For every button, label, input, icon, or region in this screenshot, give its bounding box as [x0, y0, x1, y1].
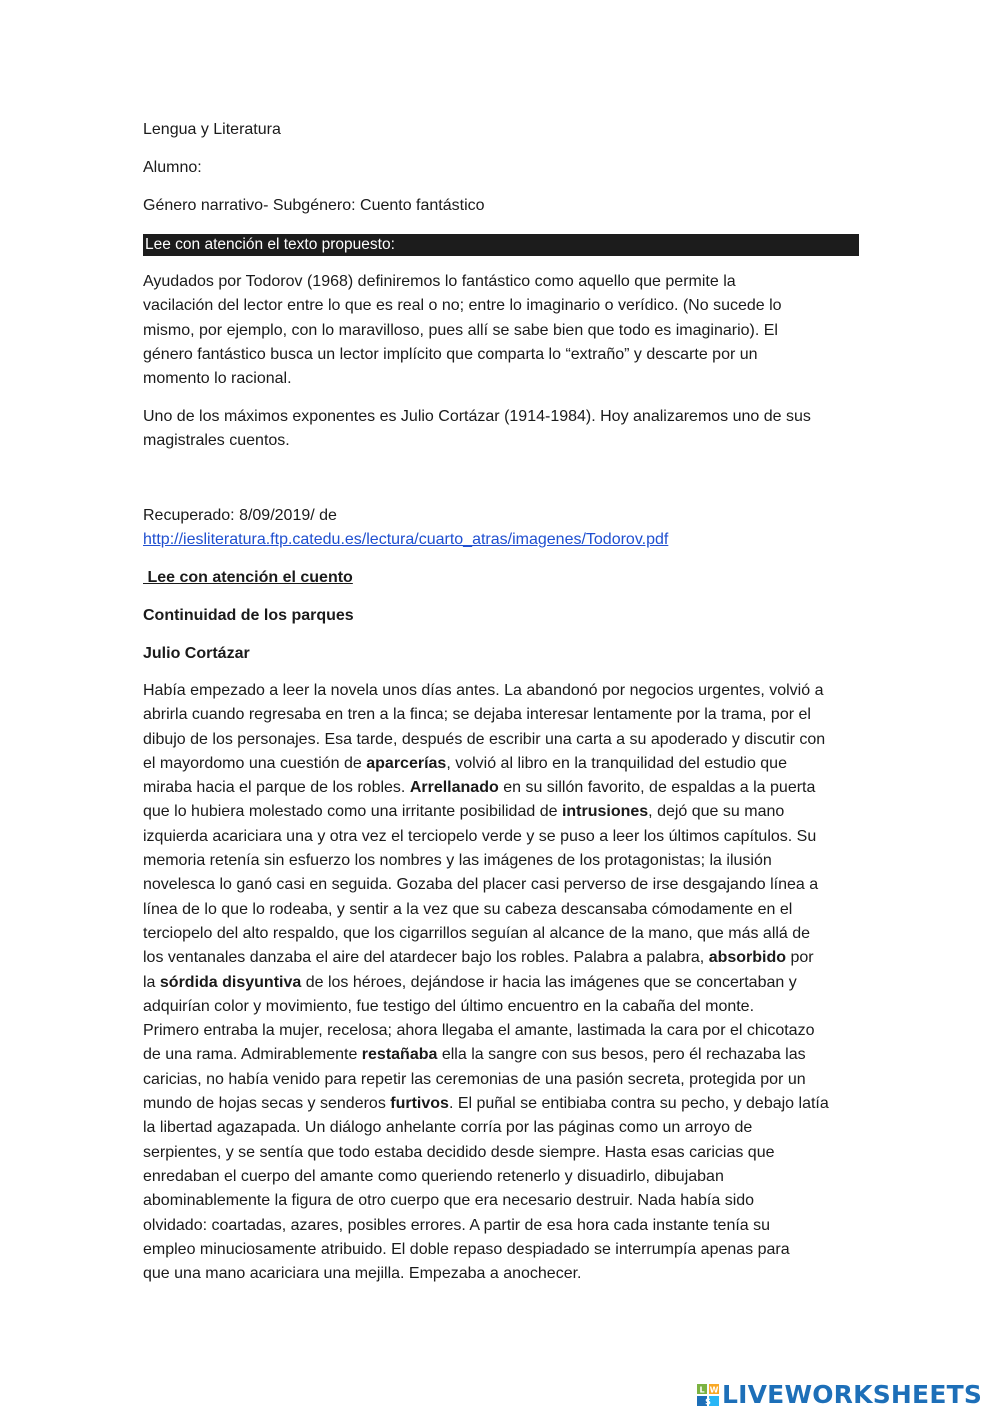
- story-text: terciopelo del alto respaldo, que los cigarrillos seguían al alcance de la mano, que más allá de: [143, 924, 811, 942]
- story-line: [143, 1262, 859, 1286]
- story-text: abrirla cuando regresaba en tren a la finca; se dejaba interesar lentamente por la trama, por el: [143, 706, 811, 724]
- text-line: Uno de los máximos exponentes es Julio Cortázar (1914-1984). Hoy analizaremos uno de sus: [143, 408, 811, 425]
- story-line: [143, 1141, 859, 1165]
- story-text: línea de lo que lo rodeaba, y sentir a la vez que su cabeza descansaba cómodamente en el: [143, 900, 793, 918]
- text-line: vacilación del lector entre lo que es real o no; entre lo imaginario o verídico. (No sucede lo: [143, 297, 782, 315]
- story-title: Continuidad de los parques: [143, 607, 354, 624]
- story-line: [143, 825, 859, 849]
- story-text: , dejó que su mano: [648, 803, 785, 821]
- story-text: en su sillón favorito, de espaldas a la puerta: [498, 779, 816, 797]
- story-line: [143, 703, 859, 727]
- text-line: género fantástico busca un lector implícito que comparta lo “extraño” y descarte por un: [143, 345, 758, 363]
- vocabulary-word: restañaba: [361, 1046, 438, 1064]
- story-text: novelesca lo ganó casi en seguida. Gozaba del placer casi perverso de irse desgajando línea a: [143, 876, 819, 894]
- story-author: Julio Cortázar: [143, 645, 250, 662]
- story-text: Había empezado a leer la novela unos días antes. La abandonó por negocios urgentes, volvió a: [143, 682, 824, 699]
- story-text: abominablemente la figura de otro cuerpo que era necesario destruir. Nada había sido: [143, 1192, 755, 1210]
- story-text: adquirían color y movimiento, fue testigo del último encuentro en la cabaña del monte.: [143, 997, 755, 1015]
- story-text: memoria retenía sin esfuerzo los nombres y las imágenes de los protagonistas; la ilusión: [143, 852, 772, 870]
- story-line: [143, 898, 859, 922]
- story-line: [143, 1116, 859, 1140]
- story-text: empleo minuciosamente atribuido. El doble repaso despiadado se interrumpía apenas para: [143, 1240, 790, 1258]
- intro-paragraph-2: [143, 405, 859, 454]
- story-text: el mayordomo una cuestión de: [143, 754, 367, 772]
- story-text: la: [143, 973, 160, 991]
- story-line: [143, 1043, 859, 1067]
- story-line: [143, 679, 859, 703]
- story-body: [143, 679, 859, 1286]
- story-text: Primero entraba la mujer, recelosa; ahora llegaba el amante, lastimada la cara por el chicotazo: [143, 1022, 815, 1040]
- story-line: [143, 995, 859, 1019]
- story-line: [143, 728, 859, 752]
- vocabulary-word: aparcerías: [366, 754, 447, 772]
- text-line: momento lo racional.: [143, 370, 292, 388]
- logo-letter-l: L: [699, 1385, 705, 1395]
- story-text: , volvió al libro en la tranquilidad del estudio que: [446, 754, 787, 772]
- text-line: Ayudados por Todorov (1968) definiremos lo fantástico como aquello que permite la: [143, 273, 736, 290]
- story-text: ella la sangre con sus besos, pero él rechazaba las: [437, 1046, 806, 1064]
- story-text: miraba hacia el parque de los robles.: [143, 779, 410, 797]
- story-text: dibujo de los personajes. Esa tarde, después de escribir una carta a su apoderado y discutir con: [143, 730, 826, 748]
- story-text: enredaban el cuerpo del amante como queriendo retenerlo y disuadirlo, dibujaban: [143, 1167, 724, 1185]
- story-text: los ventanales danzaba el aire del atardecer bajo los robles. Palabra a palabra,: [143, 949, 709, 967]
- story-text: mundo de hojas secas y senderos: [143, 1095, 391, 1113]
- story-text: de una rama. Admirablemente: [143, 1046, 362, 1064]
- vocabulary-word: intrusiones: [561, 803, 649, 821]
- story-text: la libertad agazapada. Un diálogo anhelante corría por las páginas como un arroyo de: [143, 1119, 753, 1137]
- story-text: izquierda acariciara una y otra vez el terciopelo verde y se puso a leer los últimos capítulos. Su: [143, 827, 817, 845]
- story-text: caricias, no había venido para repetir las ceremonias de una pasión secreta, protegida por un: [143, 1070, 806, 1088]
- story-text: que lo hubiera molestado como una irritante posibilidad de: [143, 803, 562, 821]
- story-line: [143, 873, 859, 897]
- vocabulary-word: furtivos: [390, 1095, 449, 1113]
- story-text: por: [786, 949, 814, 967]
- logo-letter-s: S: [705, 1397, 711, 1406]
- story-line: [143, 922, 859, 946]
- story-line: [143, 1238, 859, 1262]
- liveworksheets-logo: [697, 1380, 982, 1410]
- source-label: Recuperado: 8/09/2019/ de: [143, 507, 337, 524]
- story-line: [143, 1165, 859, 1189]
- liveworksheets-logo-icon: [697, 1384, 719, 1406]
- story-line: [143, 752, 859, 776]
- text-line: magistrales cuentos.: [143, 432, 290, 450]
- story-text: de los héroes, dejándose ir hacia las imágenes que se concertaban y: [301, 973, 797, 991]
- story-line: [143, 971, 859, 995]
- story-text: que una mano acariciara una mejilla. Empezaba a anochecer.: [143, 1265, 582, 1283]
- vocabulary-word: sórdida disyuntiva: [159, 973, 302, 991]
- source-citation: [143, 504, 859, 553]
- story-line: [143, 946, 859, 970]
- subject-line: Lengua y Literatura: [143, 121, 281, 138]
- story-line: [143, 849, 859, 873]
- liveworksheets-wordmark: LIVEWORKSHEETS: [722, 1380, 983, 1409]
- story-line: [143, 1068, 859, 1092]
- text-line: mismo, por ejemplo, con lo maravilloso, pues allí se sabe bien que todo es imaginario). El: [143, 321, 778, 339]
- vocabulary-word: Arrellanado: [409, 779, 499, 797]
- story-instruction: Lee con atención el cuento: [143, 569, 353, 586]
- intro-paragraph-1: [143, 270, 859, 391]
- story-line: [143, 1092, 859, 1116]
- genre-line: Género narrativo- Subgénero: Cuento fantástico: [143, 197, 485, 214]
- logo-letter-w: W: [709, 1385, 719, 1395]
- vocabulary-word: absorbido: [708, 949, 787, 967]
- story-text: . El puñal se entibiaba contra su pecho, y debajo latía: [448, 1095, 829, 1113]
- story-line: [143, 800, 859, 824]
- student-label: Alumno:: [143, 159, 202, 176]
- instruction-banner: Lee con atención el texto propuesto:: [143, 234, 859, 256]
- story-line: [143, 1214, 859, 1238]
- story-line: [143, 1019, 859, 1043]
- source-link[interactable]: http://iesliteratura.ftp.catedu.es/lectura/cuarto_atras/imagenes/Todorov.pdf: [143, 531, 669, 549]
- story-line: [143, 1189, 859, 1213]
- story-line: [143, 776, 859, 800]
- story-text: olvidado: coartadas, azares, posibles errores. A partir de esa hora cada instante tenía su: [143, 1216, 771, 1234]
- story-text: serpientes, y se sentía que todo estaba decidido desde siempre. Hasta esas caricias que: [143, 1143, 775, 1161]
